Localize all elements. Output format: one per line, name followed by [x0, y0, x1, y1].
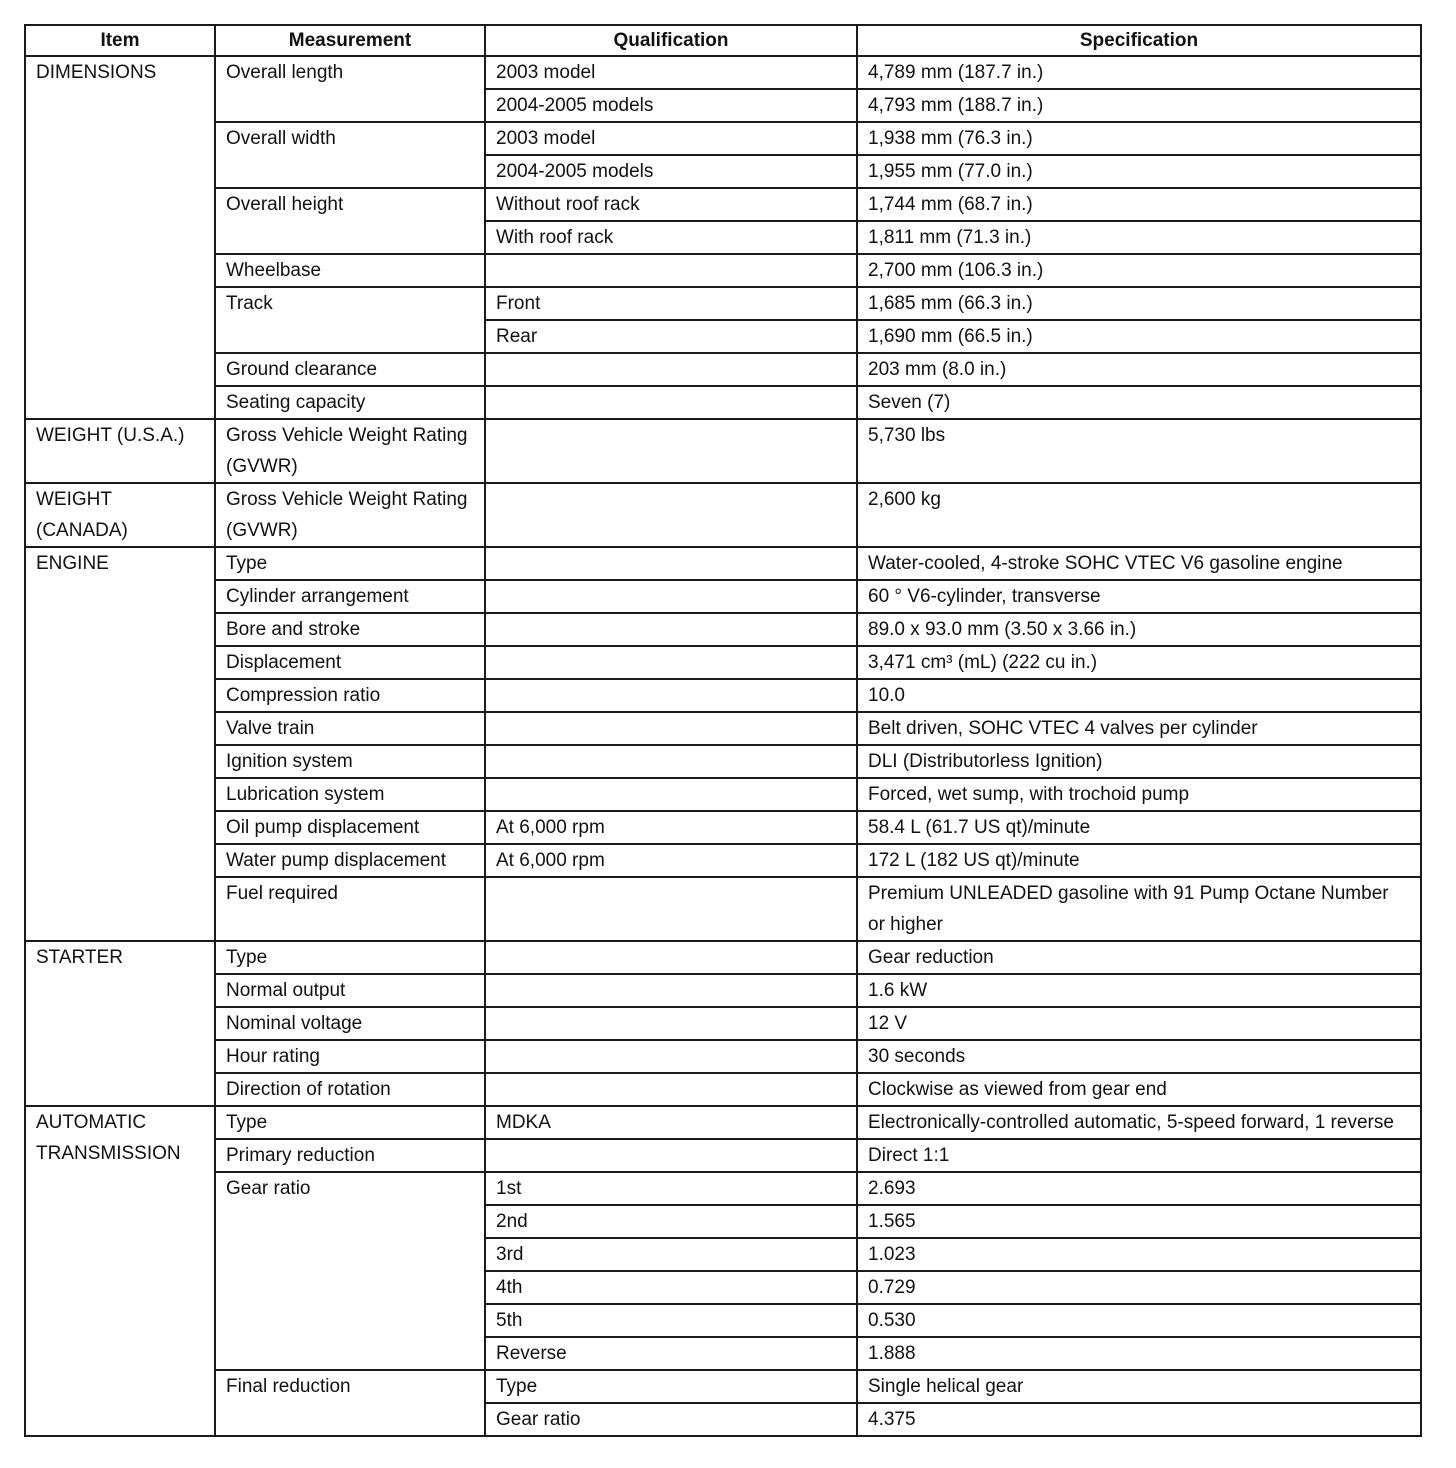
cell-specification: 2,600 kg [857, 483, 1421, 547]
table-row [25, 353, 1421, 386]
cell-qualification: 4th [485, 1271, 857, 1304]
cell-measurement: Wheelbase [215, 254, 485, 287]
cell-measurement: Fuel required [215, 877, 485, 941]
cell-qualification [485, 254, 857, 287]
cell-qualification [485, 877, 857, 941]
cell-qualification: At 6,000 rpm [485, 844, 857, 877]
cell-qualification [485, 483, 857, 547]
table-row [25, 419, 1421, 483]
cell-measurement: Final reduction [215, 1370, 485, 1436]
spec-table [24, 24, 1422, 1437]
cell-qualification: At 6,000 rpm [485, 811, 857, 844]
table-row [25, 646, 1421, 679]
cell-specification: 89.0 x 93.0 mm (3.50 x 3.66 in.) [857, 613, 1421, 646]
cell-specification: 1.565 [857, 1205, 1421, 1238]
cell-specification: 4,793 mm (188.7 in.) [857, 89, 1421, 122]
cell-qualification [485, 646, 857, 679]
cell-qualification: Reverse [485, 1337, 857, 1370]
cell-measurement: Bore and stroke [215, 613, 485, 646]
cell-specification: Gear reduction [857, 941, 1421, 974]
cell-qualification: 2nd [485, 1205, 857, 1238]
cell-item: AUTOMATIC TRANSMISSION [25, 1106, 215, 1436]
cell-measurement: Valve train [215, 712, 485, 745]
cell-measurement: Overall width [215, 122, 485, 188]
cell-qualification [485, 778, 857, 811]
cell-specification: Premium UNLEADED gasoline with 91 Pump Octane Number or higher [857, 877, 1421, 941]
cell-specification: 1.888 [857, 1337, 1421, 1370]
header-row [25, 25, 1421, 56]
cell-measurement: Gross Vehicle Weight Rating (GVWR) [215, 483, 485, 547]
cell-measurement: Normal output [215, 974, 485, 1007]
cell-specification: Forced, wet sump, with trochoid pump [857, 778, 1421, 811]
header-measurement: Measurement [215, 25, 485, 56]
table-row [25, 712, 1421, 745]
cell-specification: Seven (7) [857, 386, 1421, 419]
cell-specification: Direct 1:1 [857, 1139, 1421, 1172]
cell-qualification [485, 419, 857, 483]
cell-qualification [485, 712, 857, 745]
cell-qualification [485, 613, 857, 646]
table-header [25, 25, 1421, 56]
table-row [25, 122, 1421, 155]
cell-qualification [485, 679, 857, 712]
cell-specification: 1,811 mm (71.3 in.) [857, 221, 1421, 254]
table-row [25, 386, 1421, 419]
cell-specification: 1,955 mm (77.0 in.) [857, 155, 1421, 188]
cell-specification: Belt driven, SOHC VTEC 4 valves per cylinder [857, 712, 1421, 745]
cell-specification: 1.023 [857, 1238, 1421, 1271]
cell-qualification: 5th [485, 1304, 857, 1337]
cell-item: DIMENSIONS [25, 56, 215, 419]
cell-specification: 10.0 [857, 679, 1421, 712]
cell-qualification: Without roof rack [485, 188, 857, 221]
cell-measurement: Type [215, 941, 485, 974]
table-row [25, 1172, 1421, 1205]
table-row [25, 254, 1421, 287]
cell-qualification [485, 745, 857, 778]
cell-qualification: 2004-2005 models [485, 155, 857, 188]
cell-qualification [485, 1007, 857, 1040]
cell-measurement: Gear ratio [215, 1172, 485, 1370]
cell-qualification [485, 580, 857, 613]
cell-qualification: With roof rack [485, 221, 857, 254]
table-row [25, 941, 1421, 974]
cell-specification: 1,744 mm (68.7 in.) [857, 188, 1421, 221]
cell-qualification: Rear [485, 320, 857, 353]
table-row [25, 1073, 1421, 1106]
cell-measurement: Type [215, 1106, 485, 1139]
cell-specification: 60 ° V6-cylinder, transverse [857, 580, 1421, 613]
cell-qualification: 2003 model [485, 122, 857, 155]
cell-specification: Clockwise as viewed from gear end [857, 1073, 1421, 1106]
cell-measurement: Cylinder arrangement [215, 580, 485, 613]
table-row [25, 1370, 1421, 1403]
table-row [25, 1007, 1421, 1040]
cell-qualification [485, 974, 857, 1007]
cell-specification: 4.375 [857, 1403, 1421, 1436]
cell-measurement: Compression ratio [215, 679, 485, 712]
cell-measurement: Direction of rotation [215, 1073, 485, 1106]
cell-specification: Water-cooled, 4-stroke SOHC VTEC V6 gasoline engine [857, 547, 1421, 580]
cell-qualification [485, 386, 857, 419]
table-row [25, 1106, 1421, 1139]
cell-specification: 5,730 lbs [857, 419, 1421, 483]
cell-specification: 58.4 L (61.7 US qt)/minute [857, 811, 1421, 844]
cell-specification: 3,471 cm³ (mL) (222 cu in.) [857, 646, 1421, 679]
table-row [25, 877, 1421, 941]
table-row [25, 613, 1421, 646]
cell-specification: 4,789 mm (187.7 in.) [857, 56, 1421, 89]
table-row [25, 287, 1421, 320]
cell-measurement: Ground clearance [215, 353, 485, 386]
cell-measurement: Seating capacity [215, 386, 485, 419]
cell-qualification: 3rd [485, 1238, 857, 1271]
table-row [25, 811, 1421, 844]
cell-specification: 1,938 mm (76.3 in.) [857, 122, 1421, 155]
cell-specification: 12 V [857, 1007, 1421, 1040]
cell-measurement: Ignition system [215, 745, 485, 778]
cell-item: STARTER [25, 941, 215, 1106]
cell-specification: Single helical gear [857, 1370, 1421, 1403]
cell-item: WEIGHT (CANADA) [25, 483, 215, 547]
table-row [25, 580, 1421, 613]
table-row [25, 844, 1421, 877]
cell-measurement: Primary reduction [215, 1139, 485, 1172]
table-row [25, 778, 1421, 811]
table-row [25, 483, 1421, 547]
cell-specification: 172 L (182 US qt)/minute [857, 844, 1421, 877]
cell-item: ENGINE [25, 547, 215, 941]
cell-measurement: Hour rating [215, 1040, 485, 1073]
cell-measurement: Overall length [215, 56, 485, 122]
table-row [25, 188, 1421, 221]
cell-qualification: 1st [485, 1172, 857, 1205]
header-item: Item [25, 25, 215, 56]
cell-qualification: MDKA [485, 1106, 857, 1139]
cell-qualification: Front [485, 287, 857, 320]
cell-measurement: Overall height [215, 188, 485, 254]
cell-qualification [485, 353, 857, 386]
cell-specification: 1,685 mm (66.3 in.) [857, 287, 1421, 320]
cell-qualification: 2003 model [485, 56, 857, 89]
table-row [25, 679, 1421, 712]
cell-specification: 1.6 kW [857, 974, 1421, 1007]
table-body [25, 56, 1421, 1436]
cell-specification: 0.530 [857, 1304, 1421, 1337]
cell-measurement: Oil pump displacement [215, 811, 485, 844]
header-qualification: Qualification [485, 25, 857, 56]
cell-qualification: 2004-2005 models [485, 89, 857, 122]
cell-measurement: Gross Vehicle Weight Rating (GVWR) [215, 419, 485, 483]
cell-measurement: Track [215, 287, 485, 353]
cell-specification: 1,690 mm (66.5 in.) [857, 320, 1421, 353]
cell-specification: DLI (Distributorless Ignition) [857, 745, 1421, 778]
cell-specification: 203 mm (8.0 in.) [857, 353, 1421, 386]
table-row [25, 1139, 1421, 1172]
cell-qualification [485, 547, 857, 580]
table-row [25, 56, 1421, 89]
cell-qualification: Type [485, 1370, 857, 1403]
table-row [25, 974, 1421, 1007]
cell-specification: 2.693 [857, 1172, 1421, 1205]
table-row [25, 547, 1421, 580]
cell-measurement: Water pump displacement [215, 844, 485, 877]
cell-measurement: Nominal voltage [215, 1007, 485, 1040]
cell-specification: 30 seconds [857, 1040, 1421, 1073]
cell-measurement: Type [215, 547, 485, 580]
cell-specification: 0.729 [857, 1271, 1421, 1304]
table-row [25, 1040, 1421, 1073]
header-specification: Specification [857, 25, 1421, 56]
cell-specification: Electronically-controlled automatic, 5-speed forward, 1 reverse [857, 1106, 1421, 1139]
cell-qualification [485, 1073, 857, 1106]
cell-item: WEIGHT (U.S.A.) [25, 419, 215, 483]
cell-specification: 2,700 mm (106.3 in.) [857, 254, 1421, 287]
cell-qualification: Gear ratio [485, 1403, 857, 1436]
cell-measurement: Displacement [215, 646, 485, 679]
cell-qualification [485, 941, 857, 974]
table-row [25, 745, 1421, 778]
cell-qualification [485, 1040, 857, 1073]
cell-measurement: Lubrication system [215, 778, 485, 811]
cell-qualification [485, 1139, 857, 1172]
